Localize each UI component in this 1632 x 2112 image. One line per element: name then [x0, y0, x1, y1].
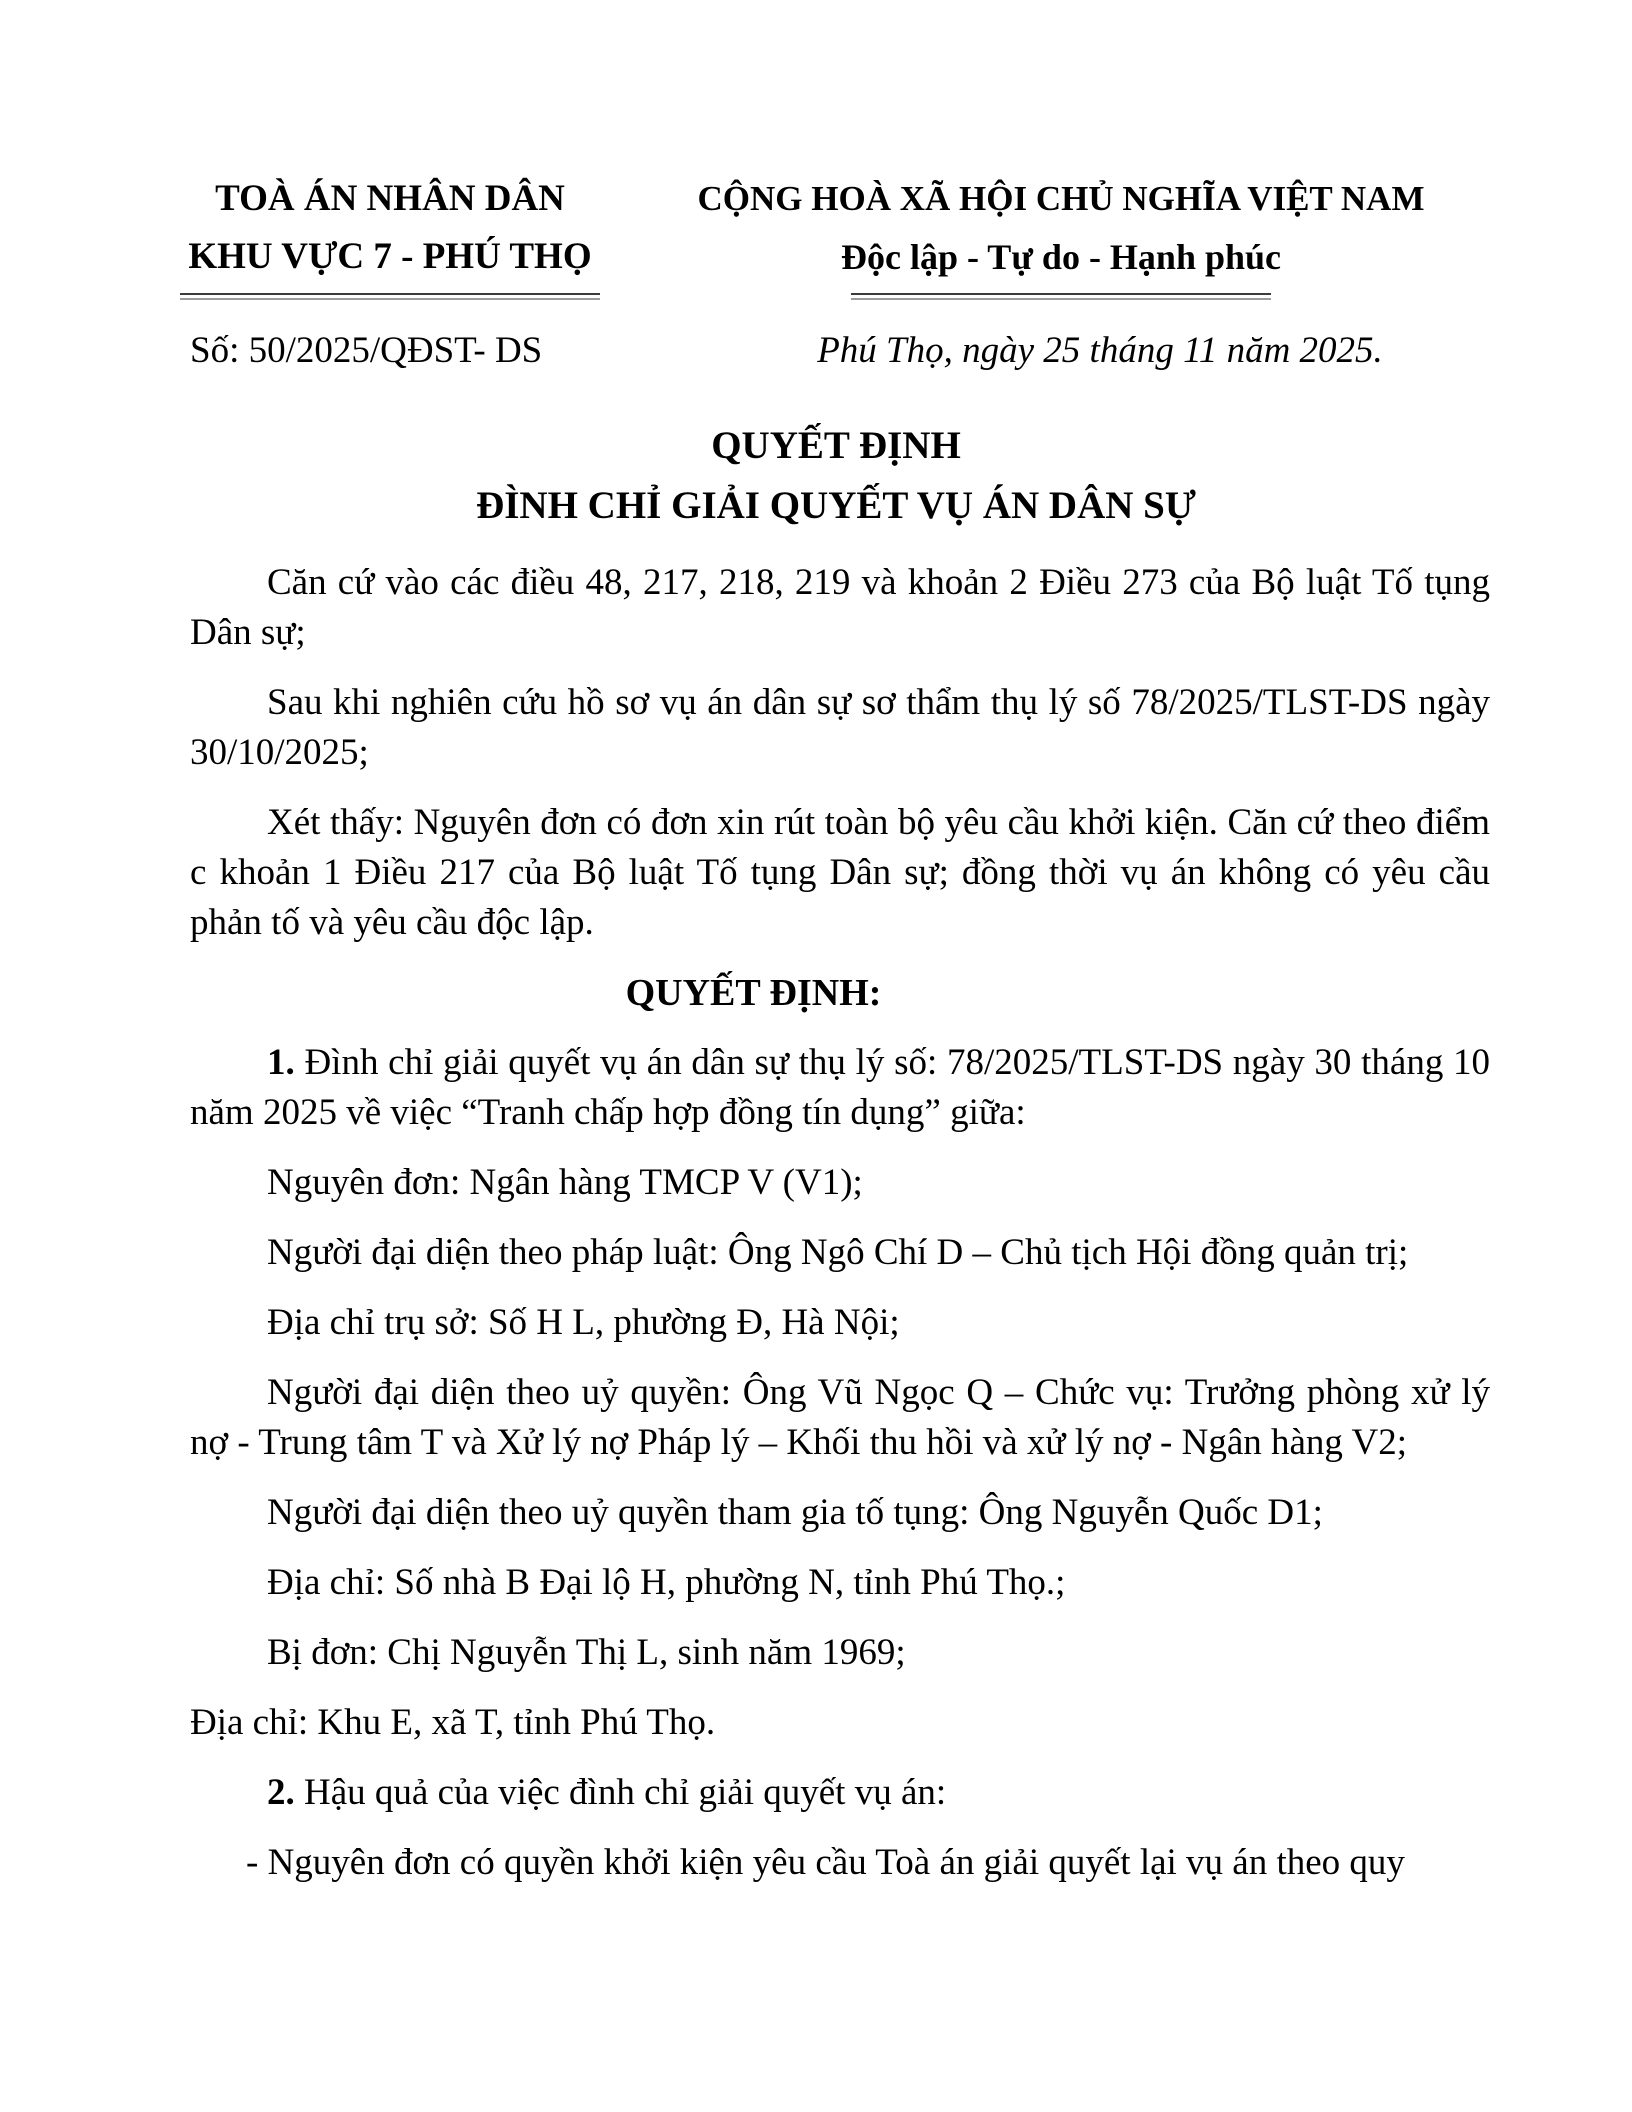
- consequence-clause: - Nguyên đơn có quyền khởi kiện yêu cầu Toà án giải quyết lại vụ án theo quy: [246, 1842, 1405, 1883]
- party-legal-representative: Người đại diện theo pháp luật: Ông Ngô Chí D – Chủ tịch Hội đồng quản trị;: [267, 1232, 1409, 1273]
- preamble-paragraph: Xét thấy: Nguyên đơn có đơn xin rút toàn bộ yêu cầu khởi kiện. Căn cứ theo điểm c khoản 1 Điều 217 của Bộ luật Tố tụng Dân sự; đồng thời vụ án không có yêu cầu phản tố và yêu cầu độc lập.: [190, 802, 1490, 943]
- decision-item-1: [190, 1038, 1490, 1138]
- party-head-office-address: Địa chỉ trụ sở: Số H L, phường Đ, Hà Nội;: [267, 1302, 900, 1343]
- decision-item-number: 1.: [267, 1042, 295, 1083]
- decision-section-heading: QUYẾT ĐỊNH:: [625, 972, 882, 1014]
- republic-motto-underline: [851, 293, 1271, 300]
- court-name-line1: TOÀ ÁN NHÂN DÂN: [215, 178, 565, 219]
- decision-item-2: [190, 1768, 1490, 1818]
- document-header: [0, 0, 1632, 300]
- document-title: [0, 416, 1632, 536]
- place-and-date: Phú Thọ, ngày 25 tháng 11 năm 2025.: [817, 330, 1383, 371]
- court-name-block: [140, 170, 640, 300]
- preamble-paragraph: Căn cứ vào các điều 48, 217, 218, 219 và khoản 2 Điều 273 của Bộ luật Tố tụng Dân sự;: [190, 562, 1490, 653]
- court-name-underline: [180, 293, 600, 300]
- republic-motto-line1: CỘNG HOÀ XÃ HỘI CHỦ NGHĨA VIỆT NAM: [697, 179, 1425, 218]
- party-authorized-litigation-representative: Người đại diện theo uỷ quyền tham gia tố tụng: Ông Nguyễn Quốc D1;: [267, 1492, 1323, 1533]
- decision-item-text: Đình chỉ giải quyết vụ án dân sự thụ lý số: 78/2025/TLST-DS ngày 30 tháng 10 năm 2025 về việc “Tranh chấp hợp đồng tín dụng” giữa:: [190, 1042, 1491, 1133]
- decision-item-text: Hậu quả của việc đình chỉ giải quyết vụ án:: [304, 1772, 947, 1813]
- party-defendant: Bị đơn: Chị Nguyễn Thị L, sinh năm 1969;: [267, 1632, 906, 1673]
- court-name-line2: KHU VỰC 7 - PHÚ THỌ: [188, 236, 592, 277]
- republic-block: [640, 170, 1482, 300]
- document-body: [190, 558, 1490, 1888]
- defendant-address: Địa chỉ: Khu E, xã T, tỉnh Phú Thọ.: [190, 1702, 716, 1743]
- party-plaintiff: Nguyên đơn: Ngân hàng TMCP V (V1);: [267, 1162, 863, 1203]
- decision-item-number: 2.: [267, 1772, 295, 1813]
- number-date-row: [0, 300, 1632, 376]
- party-authorized-representative: Người đại diện theo uỷ quyền: Ông Vũ Ngọc Q – Chức vụ: Trưởng phòng xử lý nợ - Trung tâm T và Xử lý nợ Pháp lý – Khối thu hồi và xử lý nợ - Ngân hàng V2;: [190, 1372, 1490, 1463]
- representative-address: Địa chỉ: Số nhà B Đại lộ H, phường N, tỉnh Phú Thọ.;: [267, 1562, 1066, 1603]
- title-line1: QUYẾT ĐỊNH: [711, 424, 961, 467]
- preamble-paragraph: Sau khi nghiên cứu hồ sơ vụ án dân sự sơ thẩm thụ lý số 78/2025/TLST-DS ngày 30/10/2025;: [190, 682, 1490, 773]
- republic-motto-line2: Độc lập - Tự do - Hạnh phúc: [840, 237, 1282, 277]
- title-line2: ĐÌNH CHỈ GIẢI QUYẾT VỤ ÁN DÂN SỰ: [476, 484, 1196, 527]
- document-number: Số: 50/2025/QĐST- DS: [190, 330, 543, 371]
